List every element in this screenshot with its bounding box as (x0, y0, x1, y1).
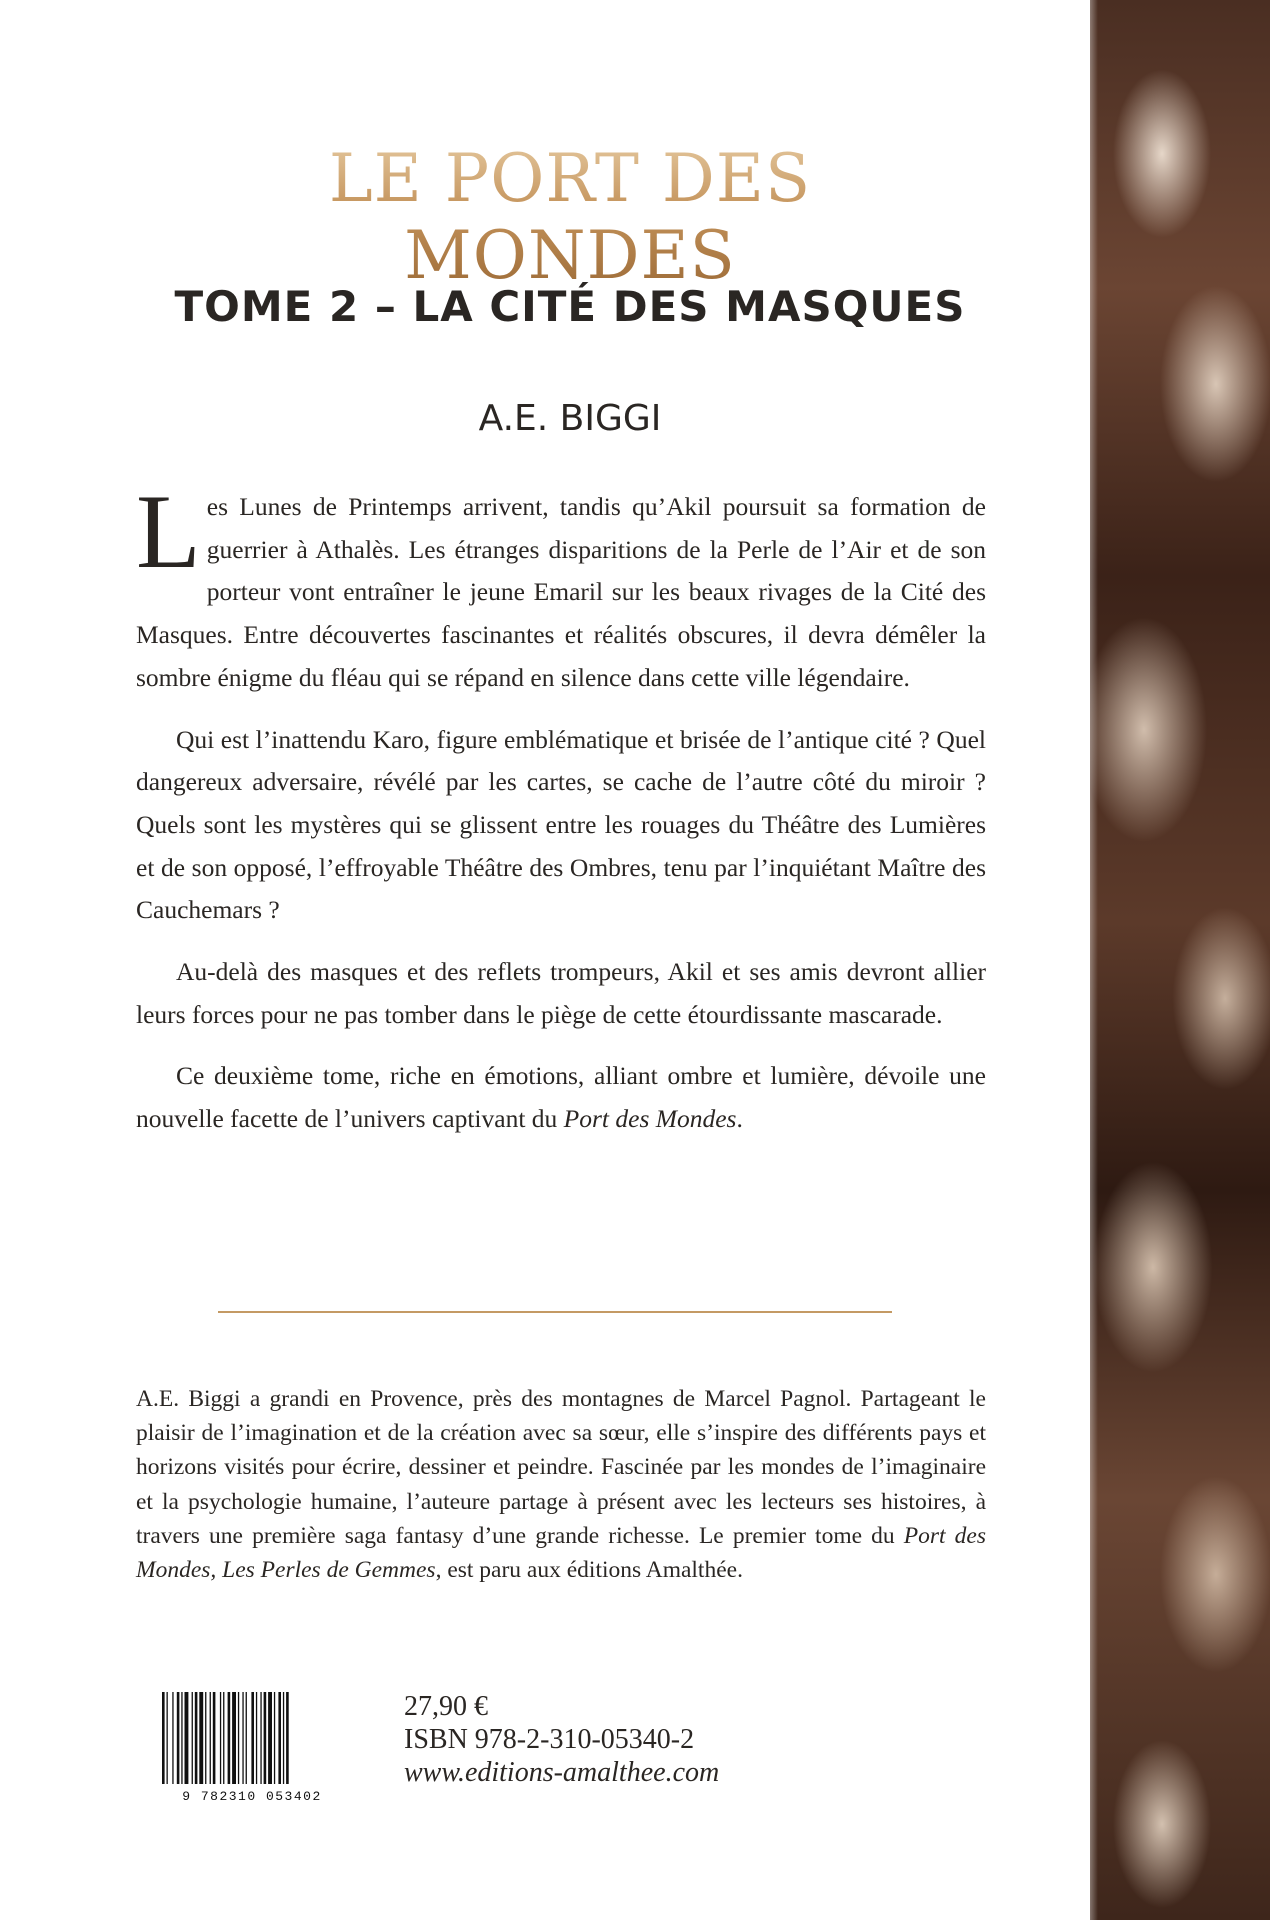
barcode-bar (199, 1692, 203, 1784)
barcode-bar (223, 1692, 224, 1784)
bio-italic-title: Port des Mondes, Les Perles de Gemmes (136, 1522, 986, 1584)
blurb-p4-end: . (736, 1104, 743, 1134)
blurb-paragraph-1 (136, 473, 986, 700)
barcode-bars (162, 1692, 289, 1784)
barcode-bar (220, 1692, 221, 1784)
barcode-bar (192, 1692, 193, 1784)
barcode-bar (195, 1692, 198, 1784)
barcode-bar (162, 1692, 165, 1784)
tome-title: TOME 2 – LA CITÉ DES MASQUES (174, 282, 966, 331)
barcode-bar (205, 1692, 206, 1784)
barcode-bar (242, 1692, 243, 1784)
barcode-bar (260, 1692, 261, 1784)
blurb-p4-series: Port des Mondes (563, 1104, 737, 1134)
barcode (156, 1692, 348, 1804)
barcode-bar (251, 1692, 254, 1784)
blurb-paragraph-4 (136, 1055, 986, 1140)
barcode-bar (268, 1692, 272, 1784)
barcode-bar (210, 1692, 211, 1784)
spine-edge-fade (1076, 0, 1098, 1920)
barcode-bar (181, 1692, 182, 1784)
isbn: ISBN 978-2-310-05340-2 (404, 1724, 695, 1755)
barcode-bar (246, 1692, 247, 1784)
blurb-paragraph-3: Au-delà des masques et des reflets trompeurs, Akil et ses amis devront allier leurs forces pour ne pas tomber dans le piège de cette étourdissante mascarade. (136, 957, 986, 1029)
barcode-bar (238, 1692, 239, 1784)
series-title: LE PORT DES MONDES (180, 140, 960, 294)
blurb-paragraph-2: Qui est l’inattendu Karo, figure emblématique et brisée de l’antique cité ? Quel dangereux adversaire, révélé par les cartes, se cache de l’autre côté du miroir ? Quels sont les mystères qui se glissent entre les rouages du Théâtre des Lumières et de son opposé, l’effroyable Théâtre des Ombres, tenu par l’inquiétant Maître des Cauchemars ? (136, 724, 986, 925)
barcode-bar (167, 1692, 168, 1784)
bio-text-2: , est paru aux éditions Amalthée. (435, 1557, 743, 1584)
drop-cap: L (136, 473, 201, 590)
barcode-bar (232, 1692, 236, 1784)
barcode-bar (172, 1692, 173, 1784)
blurb-p4-start: Ce deuxième tome, riche en émotions, alliant ombre et lumière, dévoile une nouvelle facette de l’univers captivant du (136, 1061, 986, 1134)
barcode-bar (213, 1692, 216, 1784)
barcode-bar (274, 1692, 275, 1784)
barcode-bar (185, 1692, 189, 1784)
barcode-digits: 9 782310 053402 (182, 1789, 322, 1804)
publisher-website[interactable]: www.editions-amalthee.com (404, 1757, 720, 1788)
author-bio (136, 1382, 986, 1587)
barcode-bar (177, 1692, 180, 1784)
blurb (136, 473, 986, 1160)
section-divider (218, 1311, 892, 1313)
price-isbn-block (404, 1690, 719, 1789)
spine-artwork (1090, 0, 1270, 1920)
barcode-bar (278, 1692, 281, 1784)
author-name: A.E. BIGGI (478, 398, 662, 439)
barcode-bar (286, 1692, 289, 1784)
barcode-bar (256, 1692, 257, 1784)
barcode-bar (264, 1692, 267, 1784)
bio-text-1: A.E. Biggi a grandi en Provence, près des montagnes de Marcel Pagnol. Partageant le plaisir de l’imagination et de la création avec sa sœur, elle s’inspire des différents pays et horizons visités pour écrire, dessiner et peindre. Fascinée par les mondes de l’imaginaire et la psychologie humaine, l’auteure partage à présent avec les lecteurs ses histoires, à travers une première saga fantasy d’une grande richesse. Le premier tome du (136, 1386, 986, 1549)
price: 27,90 € (404, 1691, 488, 1722)
blurb-paragraph-1-text: es Lunes de Printemps arrivent, tandis qu’Akil poursuit sa formation de guerrier à Athalès. Les étranges disparitions de la Perle de l’Air et de son porteur vont entraîner le jeune Emaril sur les beaux rivages de la Cité des Masques. Entre découvertes fascinantes et réalités obscures, il devra démêler la sombre énigme du fléau qui se répand en silence dans cette ville légendaire. (136, 492, 986, 692)
barcode-bar (283, 1692, 284, 1784)
barcode-bar (228, 1692, 231, 1784)
